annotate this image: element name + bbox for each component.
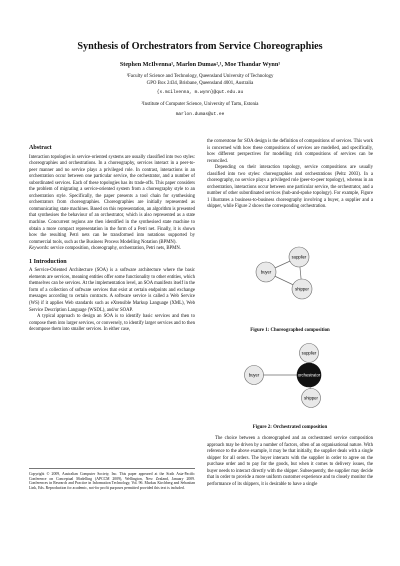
affiliation-2-email: marlon.dumas@ut.ee	[175, 112, 225, 117]
right-paragraph-3: The choice between a choreographed and an orchestrated service composition approach may be driven by a number of factors, often of an organisational nature. With reference to the above example, it may be that initially, the supplier deals with a single shipper for all orders. The buyer interacts with the supplier in order to agree on the purchase order and to pay for the goods, but when it comes to delivery issues, the buyer needs to interact directly with the shipper. Subsequently, the supplier may decide that in order to provide a more uniform customer experience and to closely monitor the performance of its shippers, it is desirable to have a single	[207, 436, 373, 487]
supplier-label: supplier	[291, 254, 307, 260]
keywords-line	[29, 246, 195, 253]
right-paragraph-2: Depending on their interaction topology, service compositions are usually classified into two styles: choreographies and orchestrations (Peltz 2003). In a choreography, no service plays a privileged role (peer-to-peer topology), whereas in an orchestration, interactions occur between one particular service, the orchestrator, and a number of other subordinated services (hub-and-spoke topology). For example, Figure 1 illustrates a business-to-business choreography involving a buyer, a supplier and a shipper, while Figure 2 shows the corresponding orchestration.	[207, 165, 373, 210]
figure-2-caption: Figure 2: Orchestrated composition	[252, 425, 328, 430]
supplier-label: supplier	[301, 350, 317, 356]
orchestrator-label: orchestrator	[297, 372, 321, 378]
affiliation-1-line-1: ¹Faculty of Science and Technology, Queensland University of Technology	[126, 74, 274, 79]
intro-paragraph-2: A typical approach to design an SOA is to identify basic services and then to compose them into larger services, or conversely, to identify larger services and to then decompose them into smaller services. In either case,	[29, 314, 195, 333]
right-column-bottom	[207, 436, 373, 488]
affiliation-1-email: {s.mcilvenna, m.wynn}@qut.edu.au	[156, 90, 244, 95]
shipper-label: shipper	[304, 395, 318, 401]
shipper-label: shipper	[295, 286, 309, 292]
abstract-text: Interaction topologies in service-oriented systems are usually classified into two styles: choreographies and orchestrations. In a choreography, services interact in a peer-to-peer manner and no service plays a privileged role. In contrast, interactions in an orchestration occur between one particular service, the orchestrator, and a number of subordinated services. Each of these topologies has its trade-offs. This paper considers the problem of migrating a service-oriented system from a choreography style to an orchestration style. Specifically, the paper presents a tool chain for synthesising orchestrators from choreographies. Choreographies are initially represented as communicating state machines. Based on this representation, an algorithm is presented that synthesises the behaviour of an orchestrator, which is also represented as a state machine. Concurrent regions are then identified in the synthesised state machine to obtain a more compact representation in the form of a Petri net. Finally, it is shown how the resulting Petri nets can be transformed into notations supported by commercial tools, such as the Business Process Modelling Notation (BPMN).	[29, 154, 195, 245]
keywords-label: Keywords	[29, 246, 48, 252]
buyer-label: buyer	[260, 269, 272, 275]
left-column	[29, 145, 195, 334]
introduction-heading: 1 Introduction	[29, 258, 67, 265]
figure-1-caption: Figure 1: Choreographed composition	[250, 328, 330, 333]
figure-2-orchestration-diagram	[237, 342, 347, 410]
figure-1-choreography-diagram	[245, 243, 335, 303]
buyer-label: buyer	[248, 372, 260, 378]
intro-paragraph-1: A Service-Oriented Architecture (SOA) is a software architecture where the basic elements are services, meaning entities offer some functionality to other entities, which themselves can be services. At the implementation level, an SOA manifests itself in the form of a collection of software services that exist at certain endpoints and exchange messages according to certain contracts. A software service is called a Web Service (WS) if it applies Web standards such as eXtensible Markup Language (XML), Web Service Description Language (WSDL), and/or SOAP.	[29, 268, 195, 313]
author-list: Stephen McIlvenna¹, Marlon Dumas²,¹, Moe Thandar Wynn¹	[119, 61, 281, 68]
paper-title: Synthesis of Orchestrators from Service Choreographies	[77, 41, 323, 52]
right-paragraph-1: the cornerstone for SOA design is the definition of compositions of services. This work is concerned with how these compositions of services are modelled, and specifically, how different perspectives for modelling rich compositions of services can be reconciled.	[207, 139, 373, 164]
right-column-top	[207, 139, 373, 211]
abstract-heading: Abstract	[29, 145, 52, 151]
affiliation-1-line-2: GPO Box 2434, Brisbane, Queensland 4001, Australia	[146, 80, 254, 86]
keywords-text: : service composition, choreography, orchestration, Petri nets, BPMN.	[47, 246, 182, 252]
copyright-notice: Copyright © 2009, Australian Computer Society, Inc. This paper appeared at the Sixth Asia-Pacific Conference on Conceptual Modelling (APCCM 2009), Wellington, New Zealand, January 2009. Conferences in Research and Practice in Information Technology, Vol. 96. Markus Kirchberg and Sebastian Link, Eds. Reproduction for academic, not-for profit purposes permitted provided this text is included.	[29, 468, 195, 491]
affiliation-2-line-1: ²Institute of Computer Science, University of Tartu, Estonia	[141, 102, 259, 107]
